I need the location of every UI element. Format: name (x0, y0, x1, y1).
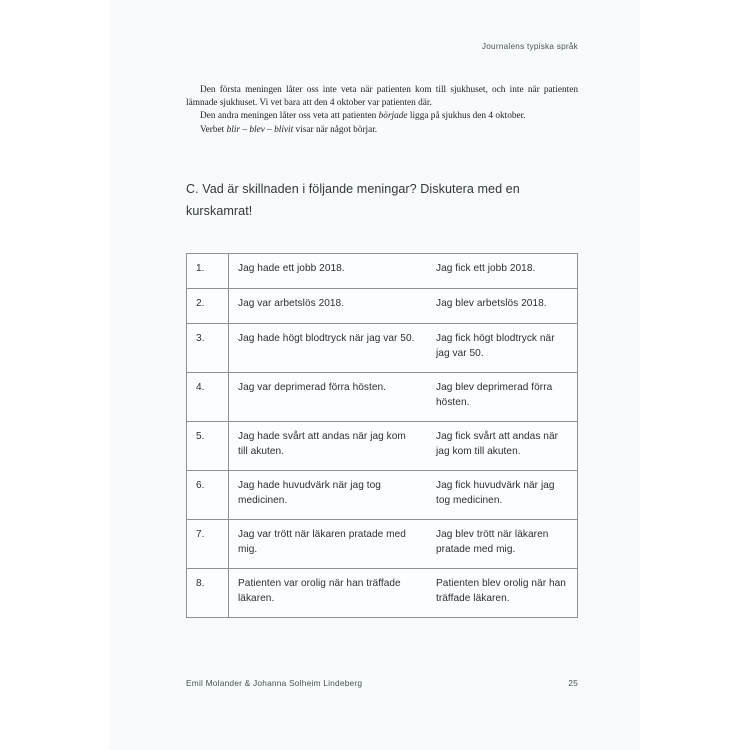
table-row (187, 520, 578, 569)
sentence-a: Jag hade svårt att andas när jag kom till akuten. (229, 422, 428, 471)
sentence-a: Jag var arbetslös 2018. (229, 289, 428, 324)
row-number: 4. (187, 373, 229, 422)
table-row (187, 373, 578, 422)
footer-page-number: 25 (568, 678, 578, 688)
page-content (186, 0, 578, 750)
row-number: 3. (187, 324, 229, 373)
table-row (187, 289, 578, 324)
section-heading: C. Vad är skillnaden i följande meningar? Diskutera med en kurskamrat! (186, 182, 520, 218)
running-head: Journalens typiska språk (481, 42, 578, 51)
sentence-a: Jag hade huvudvärk när jag tog medicinen. (229, 471, 428, 520)
sentence-a: Jag var trött när läkaren pratade med mig. (229, 520, 428, 569)
exercise-table (186, 253, 578, 618)
row-number: 5. (187, 422, 229, 471)
paragraph-3-lead: Verbet (200, 124, 227, 135)
paragraph-3-italic: blir – blev – blivit (226, 124, 294, 135)
exercise-table-body (187, 254, 578, 618)
sentence-a: Patienten var orolig när han träffade läkaren. (229, 569, 428, 618)
sentence-b: Jag fick svårt att andas när jag kom till akuten. (427, 422, 578, 471)
row-number: 8. (187, 569, 229, 618)
row-number: 7. (187, 520, 229, 569)
table-row (187, 324, 578, 373)
footer-authors: Emil Molander & Johanna Solheim Lindeberg (186, 678, 363, 688)
sentence-a: Jag var deprimerad förra hösten. (229, 373, 428, 422)
table-row (187, 422, 578, 471)
sentence-a: Jag hade ett jobb 2018. (229, 254, 428, 289)
row-number: 1. (187, 254, 229, 289)
sentence-a: Jag hade högt blodtryck när jag var 50. (229, 324, 428, 373)
paragraph-2-italic: började (378, 111, 408, 122)
body-copy (186, 84, 578, 137)
sentence-b: Jag fick högt blodtryck när jag var 50. (427, 324, 578, 373)
sentence-b: Jag blev deprimerad förra hösten. (427, 373, 578, 422)
table-row (187, 471, 578, 520)
paragraph-1-text: Den första meningen låter oss inte veta när patienten kom till sjukhuset, och inte när patienten lämnade sjukhuset. Vi vet bara att den 4 oktober var patienten där. (186, 85, 578, 109)
row-number: 6. (187, 471, 229, 520)
paragraph-3 (186, 124, 578, 137)
paragraph-2-lead: Den andra meningen låter oss veta att patienten (200, 111, 379, 122)
sentence-b: Jag blev trött när läkaren pratade med mig. (427, 520, 578, 569)
sentence-b: Patienten blev orolig när han träffade läkaren. (427, 569, 578, 618)
paragraph-2-tail: ligga på sjukhus den 4 oktober. (407, 111, 526, 122)
paragraph-2 (186, 110, 578, 123)
sentence-b: Jag blev arbetslös 2018. (427, 289, 578, 324)
sentence-b: Jag fick huvudvärk när jag tog medicinen. (427, 471, 578, 520)
table-row (187, 569, 578, 618)
page-sheet (110, 0, 640, 750)
paragraph-1 (186, 84, 578, 110)
page-footer (186, 678, 578, 688)
table-row (187, 254, 578, 289)
sentence-b: Jag fick ett jobb 2018. (427, 254, 578, 289)
paragraph-3-tail: visar när något börjar. (293, 124, 378, 135)
row-number: 2. (187, 289, 229, 324)
